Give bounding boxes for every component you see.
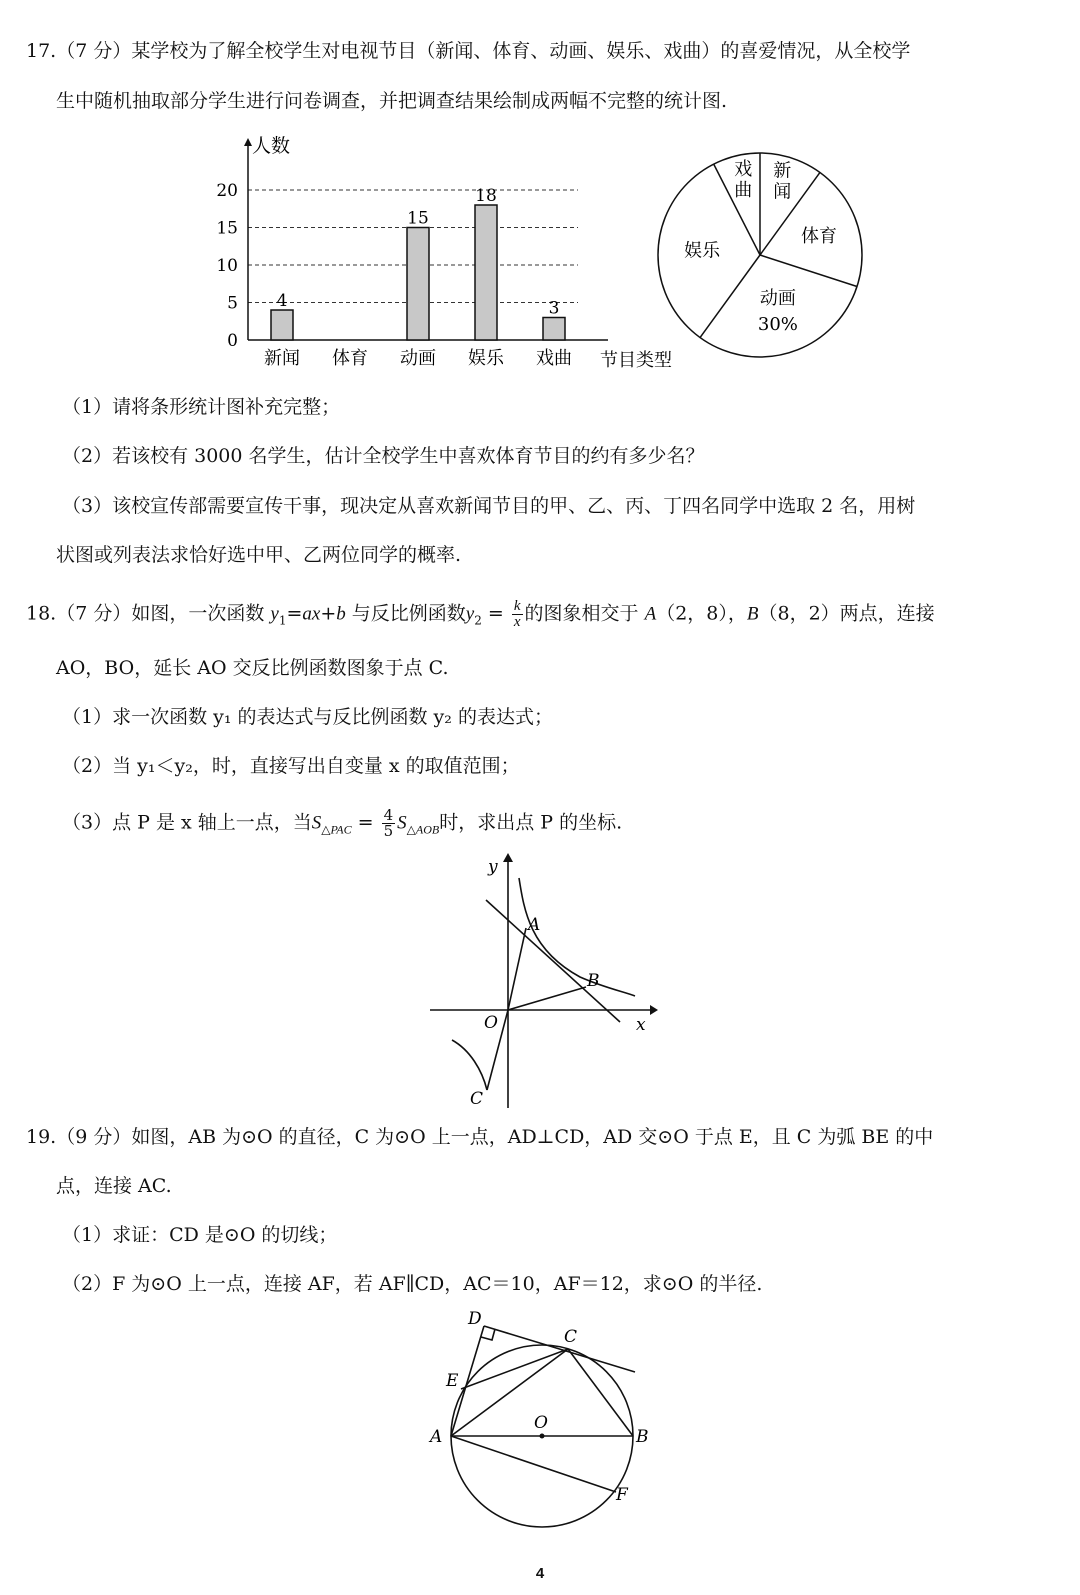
q18-heading: 18.（7 分）如图，一次函数 $y_1=ax+b$ 与反比例函数$y_2$ = $\frac{k}{x}$ 的图象相交于 A（2，8），B（8，2）两点，连接: [26, 598, 935, 630]
x-category-label: 动画: [400, 348, 436, 369]
q17-part2: （2）若该校有 3000 名学生，估计全校学生中喜欢体育节目的约有多少名？: [62, 445, 705, 467]
label-a: A: [430, 1427, 443, 1447]
segment-af: [451, 1436, 616, 1492]
pie-percent-label: 30%: [757, 314, 798, 336]
y-arrow-icon: [503, 853, 513, 862]
q18-part2: （2）当 y₁＜y₂，时，直接写出自变量 x 的取值范围；: [62, 755, 520, 777]
pie-slice-label: 新: [773, 160, 792, 182]
pie-slice-label: 体育: [800, 225, 837, 247]
segment-ac: [451, 1349, 568, 1436]
segment-ao: [508, 928, 526, 1010]
label-c: C: [564, 1327, 578, 1347]
line-y1: [486, 900, 620, 1022]
q19-part2: （2）F 为⊙O 上一点，连接 AF，若 AF∥CD，AC＝10，AF＝12，求⊙O 的半径.: [62, 1273, 763, 1295]
pie-slice-label: 闻: [773, 181, 792, 203]
q18-heading-cont: AO，BO，延长 AO 交反比例函数图象于点 C.: [56, 657, 449, 679]
q17-heading-cont: 生中随机抽取部分学生进行问卷调查，并把调查结果绘制成两幅不完整的统计图.: [56, 90, 728, 112]
q17-part3: （3）该校宣传部需要宣传干事，现决定从喜欢新闻节目的甲、乙、丙、丁四名同学中选取 2 名，用树: [62, 495, 916, 517]
y-arrow-icon: [244, 138, 252, 146]
y-tick-label: 5: [227, 293, 238, 314]
y-tick-label: 10: [216, 256, 238, 276]
q19-heading-cont: 点，连接 AC.: [56, 1175, 172, 1197]
pie-slice-label: 动画: [759, 288, 796, 310]
pie-chart: [650, 145, 870, 365]
center-point: [540, 1434, 545, 1439]
y-tick-label: 15: [216, 218, 238, 239]
bar: [475, 205, 497, 340]
tangent-cd: [484, 1326, 635, 1372]
label-f: F: [616, 1485, 628, 1505]
bar: [271, 310, 293, 340]
q19-part1: （1）求证：CD 是⊙O 的切线；: [62, 1224, 338, 1246]
bar-value-label: 3: [548, 298, 560, 319]
pie-sector-boundary: [700, 255, 760, 338]
segment-bo: [508, 987, 586, 1010]
x-category-label: 体育: [332, 348, 368, 369]
x-arrow-icon: [650, 1005, 658, 1015]
label-e: E: [446, 1371, 459, 1391]
bar-value-label: 4: [276, 291, 288, 311]
function-graph: [420, 850, 670, 1115]
y-axis-label: 人数: [252, 135, 291, 157]
bar: [543, 318, 565, 341]
bar-value-label: 18: [475, 186, 497, 206]
label-d: D: [468, 1309, 482, 1329]
fraction-4-5: $\frac{4}{5}$: [383, 806, 394, 840]
label-y: y: [488, 857, 498, 877]
q17-part3-cont: 状图或列表法求恰好选中甲、乙两位同学的概率.: [56, 544, 462, 566]
bar-chart: [210, 130, 680, 380]
x-category-label: 戏曲: [536, 348, 572, 369]
fraction-k-over-x: $\frac{k}{x}$: [513, 598, 521, 630]
label-a: A: [528, 915, 541, 935]
label-b: B: [587, 971, 600, 991]
hyperbola-lower: [452, 1040, 487, 1090]
page-number: 4: [535, 1565, 545, 1582]
hyperbola-upper: [519, 878, 635, 996]
pie-slice-label: 娱乐: [684, 240, 721, 262]
q18-part3: （3）点 P 是 x 轴上一点，当$S_{\triangle PAC}$ = $\frac{4}{5}$ $S_{\triangle AOB}$时，求出点 P 的坐标.: [62, 806, 623, 840]
x-axis-label: 节目类型: [600, 350, 672, 371]
bar: [407, 228, 429, 341]
y-tick-label: 20: [216, 181, 238, 201]
q18-part1: （1）求一次函数 y₁ 的表达式与反比例函数 y₂ 的表达式；: [62, 706, 553, 728]
q19-heading: 19.（9 分）如图，AB 为⊙O 的直径，C 为⊙O 上一点，AD⊥CD，AD 交⊙O 于点 E，且 C 为弧 BE 的中: [26, 1126, 934, 1148]
bar-value-label: 15: [407, 208, 429, 229]
circle-figure: [420, 1300, 670, 1560]
x-category-label: 新闻: [264, 348, 300, 369]
label-o: O: [534, 1413, 548, 1433]
q17-heading: 17.（7 分）某学校为了解全校学生对电视节目（新闻、体育、动画、娱乐、戏曲）的喜爱情况，从全校学: [26, 40, 911, 62]
y-tick-label: 0: [227, 331, 238, 351]
label-b: B: [636, 1427, 649, 1447]
pie-sector-boundary: [760, 255, 857, 287]
label-c: C: [470, 1089, 484, 1109]
q17-part1: （1）请将条形统计图补充完整；: [62, 396, 341, 418]
pie-slice-label: 曲: [734, 179, 753, 201]
label-x: x: [636, 1015, 646, 1035]
x-category-label: 娱乐: [468, 348, 504, 369]
pie-slice-label: 戏: [734, 158, 753, 180]
label-o: O: [484, 1013, 498, 1033]
segment-ec: [461, 1349, 568, 1389]
